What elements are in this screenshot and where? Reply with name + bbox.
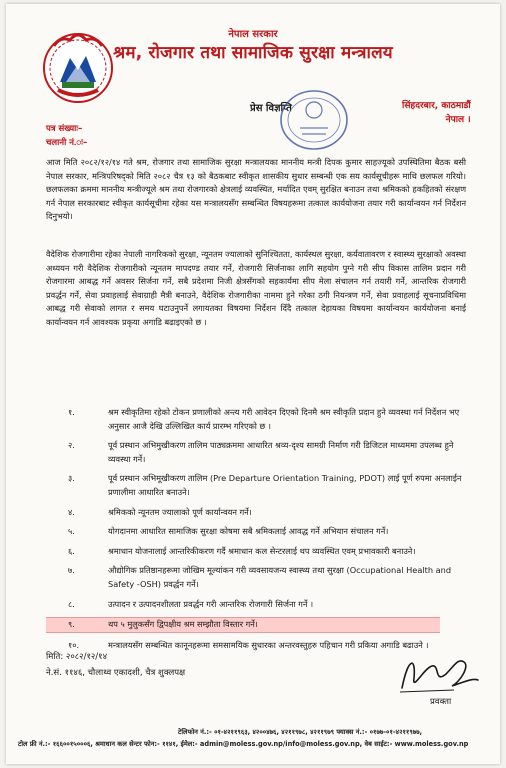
list-item xyxy=(46,472,476,499)
list-item-text: पूर्व प्रस्थान अभिमुखीकरण तालिम पाठ्यक्रममा आधारित श्रव्य-दृश्य सामग्री निर्माण गरी डिजिटल माध्यममा उपलब्ध हुने व्यवस्था गर्ने। xyxy=(108,440,454,464)
office-location-line1: सिंहदरबार, काठमाडौं xyxy=(402,101,471,111)
list-item-text: थप ५ मुलुकसँग द्विपक्षीय श्रम सम्झौता विस्तार गर्ने। xyxy=(108,619,258,630)
footer-contact-line: टोल फ्री नं.:- १६६००१५०००६, श्रमाधान कल सेन्टर फोन:- ११४१, ईमेल:- admin@moless.gov.np/info@moless.gov.np, वेब साईट:- www.moless.gov.np xyxy=(18,740,469,748)
nepal-sambat-date: ने.सं. ११४६, चौलाथ्व एकादशी, चैत्र शुक्लपक्ष xyxy=(46,668,186,678)
list-item-number: ५. xyxy=(68,526,75,537)
list-item-text: औद्योगिक प्रतिष्ठानहरूमा जोखिम मूल्यांकन गरी व्यवसायजन्य स्वास्थ्य तथा सुरक्षा (Occupational Health and Safety -OSH) प्रवर्द्धन गर्ने। xyxy=(108,565,452,589)
closing-date-block xyxy=(46,649,185,681)
action-items-list xyxy=(46,406,476,658)
list-item-number: ८. xyxy=(68,598,75,609)
list-item-number: ३. xyxy=(68,473,75,484)
list-item-text: उत्पादन र उत्पादनशीलता प्रवर्द्धन गरी आन्तरिक रोजगारी सिर्जना गर्ने । xyxy=(108,598,314,609)
spokesperson-label: प्रवक्ता xyxy=(430,697,452,707)
list-item xyxy=(46,545,476,559)
dispatch-number: चलानी नं.ः– xyxy=(46,138,88,148)
list-item-number: ९. xyxy=(68,619,75,630)
office-location xyxy=(402,99,471,127)
list-item-number: ४. xyxy=(68,506,75,517)
body-paragraph-2: वैदेशिक रोजगारीमा रहेका नेपाली नागरिकको सुरक्षा, न्यूनतम ज्यालाको सुनिश्चितता, कार्यस्थल सुरक्षा, कर्यवातावरण र स्वास्थ्य सुरक्षाको अवस्था अध्ययन गरी वैदेशिक रोजगारीको न्यूनतम मापदण्ड तयार गर्ने, रोजगारी सिर्जनाका लागि सहयोग पुग्ने गरी सीप विकास तालिम प्रदान गरी रोजगारमा आबद्ध गर्ने अवसर सिर्जना गर्ने, सबै प्रदेशमा निजी क्षेत्रसँगको सहकार्यमा सीप मेला संचालन गर्न तयारी गर्ने, आन्तरिक रोजगारी प्रवर्द्धन गर्ने, सेवा प्रवाहलाई सेवाग्राही मैत्री बनाउने, वैदेशिक रोजगारीका नाममा हुने गरेका ठगी नियन्त्रण गर्ने, सेवा प्रवाहलाई सूचनाप्रविधिमा आबद्ध गरी सेवाको लागत र समय घटाउनुपर्ने लगायतका विषयमा निर्देशन दिँदै तत्काल देहायका विषयमा कार्यान्वयन कार्ययोजना बनाई कार्यान्वयन गर्न आवश्यक प्रकृया अगाडि बढाइएको छ । xyxy=(46,249,466,327)
reference-numbers xyxy=(46,122,87,150)
list-item-text: पूर्व प्रस्थान अभिमूखीकरण तालिम (Pre Departure Orientation Training, PDOT) लाई पूर्ण रुपमा अनलाईन प्रणालीमा आधारित बनाउने। xyxy=(108,473,462,497)
list-item-number: ७. xyxy=(68,565,75,576)
list-item-number: २. xyxy=(68,440,75,451)
list-item xyxy=(46,598,476,612)
spokesperson-signature xyxy=(394,648,482,698)
list-item-number: ६. xyxy=(68,545,75,556)
list-item-highlighted xyxy=(46,617,440,633)
letter-reference-number: पत्र संख्याः– xyxy=(46,124,83,134)
ministry-seal-stamp xyxy=(278,88,350,152)
footer-phone-line: टेलिफोन नं.:- ०१-४२११९६३, ४२००४७६, ४२११९७८, ४२११९७९ फ्याक्स नं.:- ०१७७-०१-४२११९७७, xyxy=(178,728,423,736)
release-date: मिति: २०८२/१२/१४ xyxy=(46,652,107,662)
list-item-text: श्रमाधान योजनालाई आन्तरिकीकरण गर्दै श्रमाधान कल सेन्टरलाई थप व्यवस्थित एवम् प्रभावकारी बनाउने। xyxy=(108,545,416,556)
list-item xyxy=(46,439,476,466)
press-release-page xyxy=(6,4,500,764)
list-item-text: श्रम स्वीकृतिमा रहेको टोकन प्रणालीको अन्त्य गरी आवेदन दिएको दिनमै श्रम स्वीकृति प्रदान हुने व्यवस्था गर्न निर्देशन भए अनुसार आजै देखि उल्लिखित कार्य प्रारम्भ गरिएको छ । xyxy=(108,407,460,431)
list-item-text: मन्त्रालयसँग सम्बन्धित कानूनहरूमा समसामयिक सुधारका अन्तरवस्तुहरु पहिचान गरी प्रकिया अगाडि बढाउने । xyxy=(108,639,429,650)
list-item xyxy=(46,406,476,433)
list-item-text: श्रमिकको न्यूनतम ज्यालाको पूर्ण कार्यान्वयन गर्ने। xyxy=(108,506,252,517)
press-release-heading: प्रेस विज्ञप्ति xyxy=(250,103,292,114)
contact-footer xyxy=(18,726,490,750)
list-item xyxy=(46,525,476,539)
list-item xyxy=(46,506,476,520)
office-location-line2: नेपाल । xyxy=(445,115,471,125)
list-item-number: १. xyxy=(68,407,75,417)
ministry-name: श्रम, रोजगार तथा सामाजिक सुरक्षा मन्त्रालय xyxy=(113,43,393,63)
list-item-text: योगदानमा आधारित सामाजिक सुरक्षा कोषमा सबै श्रमिकलाई आवद्ध गर्ने अभियान संचालन गर्ने। xyxy=(108,526,389,537)
list-item xyxy=(46,564,476,591)
body-paragraph-1: आज मिति २०८२/१२/१४ गते श्रम, रोजगार तथा सामाजिक सुरक्षा मन्त्रालयका माननीय मन्त्री दिपक कुमार साहज्यूको उपस्थितिमा बैठक बसी नेपाल सरकार, मन्त्रिपरिषद्को मिति २०८२ चैत्र १३ को बैठकबाट स्वीकृत शासकीय सुधार सम्बन्धी एक सय कार्यसूचीहरू माथि छलफल गरियो। छलफलका क्रममा माननीय मन्त्रीज्यूले श्रम तथा रोजगारको क्षेत्रलाई व्यवस्थित, मर्यादित एवम् सुरक्षित बनाउन तथा श्रमिकको हकहितको संरक्षण गर्न नेपाल सरकारबाट स्वीकृत कार्यसूचीमा रहेका यस मन्त्रालयसँग सम्बन्धित विषयहरूमा तत्काल कार्ययोजना तयार गरी कार्यान्वयन गर्न निर्देशन दिनुभयो। xyxy=(46,157,466,222)
list-item-number: १०. xyxy=(68,639,80,650)
government-name: नेपाल सरकार xyxy=(228,29,278,40)
